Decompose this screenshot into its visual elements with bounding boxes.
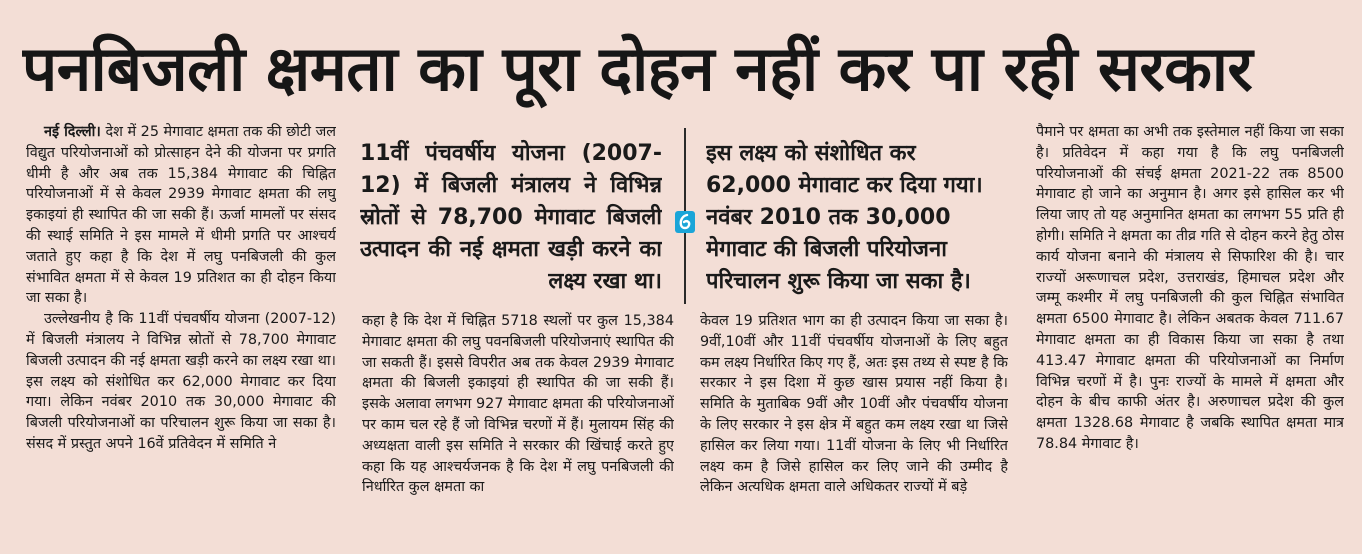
article-column-3: [700, 311, 1008, 541]
paragraph-5: पैमाने पर क्षमता का अभी तक इस्तेमाल नहीं किया जा सका है। प्रतिवेदन में कहा गया है कि लघु पनबिजली परियोजनाओं की संचई क्षमता 2021-22 तक 8500 मेगावाट हो जाने का अनुमान है। अगर इसे हासिल कर भी लिया जाए तो यह अनुमानित क्षमता का लगभग 55 प्रति ही होगी। समिति ने क्षमता का तीव्र गति से दोहन करने हेतु ठोस कार्य योजना बनाने की मंत्रालय से सिफारिश की है। चार राज्यों अरूणाचल प्रदेश, उत्तराखंड, हिमाचल प्रदेश और जम्मू कश्मीर में लघु पनबिजली की कुल चिह्नित संभावित क्षमता 6500 मेगावाट है। लेकिन अबतक केवल 711.67 मेगावाट क्षमता का ही विकास किया जा सका है तथा 413.47 मेगावाट क्षमता की परियोजनाओं का निर्माण विभिन्न चरणों में है। पुनः राज्यों के मामले में क्षमता और दोहन के बीच काफी अंतर है। अरुणाचल प्रदेश की कुल क्षमता 1328.68 मेगावाट है जबकि स्थापित क्षमता मात्र 78.84 मेगावाट है।: [1036, 124, 1344, 452]
paragraph-1: [26, 122, 336, 309]
paragraph-3: कहा है कि देश में चिह्नित 5718 स्थलों पर कुल 15,384 मेगावाट क्षमता की लघु पवनबिजली परियोजनाएं स्थापित की जा सकती हैं। इससे विपरीत अब तक केवल 2939 मेगावाट क्षमता की बिजली इकाइयां ही स्थापित की जा सकी हैं। इसके अलावा लगभग 927 मेगावाट क्षमता की परियोजनाओं पर काम चल रहे हैं जो विभिन्न चरणों में हैं। मुलायम सिंह की अध्यक्षता वाली इस समिति ने सरकार की खिंचाई करते हुए कहा कि यह आश्चर्यजनक है कि देश में लघु पनबिजली की निर्धारित कुल क्षमता का: [362, 313, 674, 496]
newspaper-logo-icon: [675, 211, 695, 233]
paragraph-4: केवल 19 प्रतिशत भाग का ही उत्पादन किया जा सका है। 9वीं,10वीं और 11वीं पंचवर्षीय योजनाओं के लिए बहुत कम लक्ष्य निर्धारित किए गए हैं, अतः इस तथ्य से स्पष्ट है कि सरकार ने इस दिशा में कुछ खास प्रयास नहीं किया है। समिति के मुताबिक 9वीं और 10वीं और पंचवर्षीय योजना के लिए सरकार ने इस क्षेत्र में बहुत कम लक्ष्य रखा था जिसे हासिल कर लिया गया। 11वीं योजना के लिए भी निर्धारित लक्ष्य कम है जिसे हासिल कर लिए जाने की उम्मीद है लेकिन अत्यधिक क्षमता वाले अधिकतर राज्यों में बड़े: [700, 313, 1008, 496]
paragraph-2: उल्लेखनीय है कि 11वीं पंचवर्षीय योजना (2007-12) में बिजली मंत्रालय ने विभिन्न स्रोतों से 78,700 मेगावाट बिजली उत्पादन की नई क्षमता खड़ी करने का लक्ष्य रखा था। इस लक्ष्य को संशोधित कर 62,000 मेगावाट कर दिया गया। लेकिन नवंबर 2010 तक 30,000 मेगावाट की बिजली परियोजनाओं का परिचालन शुरू किया जा सका है। संसद में प्रस्तुत अपने 16वें प्रतिवेदन में समिति ने: [26, 311, 336, 452]
article-column-1: [26, 122, 336, 542]
pull-quote-2: इस लक्ष्य को संशोधित कर 62,000 मेगावाट कर दिया गया। नवंबर 2010 तक 30,000 मेगावाट की बिजली परियोजना परिचालन शुरू किया जा सका है।: [706, 141, 983, 294]
headline: पनबिजली क्षमता का पूरा दोहन नहीं कर पा रही सरकार: [22, 32, 1253, 105]
article-column-4: [1036, 122, 1344, 542]
paragraph-1-text: देश में 25 मेगावाट क्षमता तक की छोटी जल विद्युत परियोजनाओं को प्रोत्साहन देने की योजना पर प्रगति धीमी है और अब तक 15,384 मेगावाट की चिह्नित परियोजनाओं में से केवल 2939 मेगावाट क्षमता की लघु इकाइयां ही स्थापित की जा सकी हैं। ऊर्जा मामलों पर संसद की स्थाई समिति ने इस मामले में धीमी प्रगति पर आश्चर्य जताते हुए कहा है कि देश में लघु पनबिजली की कुल संभावित क्षमता में से केवल 19 प्रतिशत का ही दोहन किया जा सका है।: [26, 124, 336, 307]
dateline: नई दिल्ली।: [44, 124, 101, 140]
pull-quote-1: 11वीं पंचवर्षीय योजना (2007-12) में बिजली मंत्रालय ने विभिन्न स्रोतों से 78,700 मेगावाट बिजली उत्पादन की नई क्षमता खड़ी करने का लक्ष्य रखा था।: [360, 141, 662, 294]
article-column-2: [362, 311, 674, 541]
